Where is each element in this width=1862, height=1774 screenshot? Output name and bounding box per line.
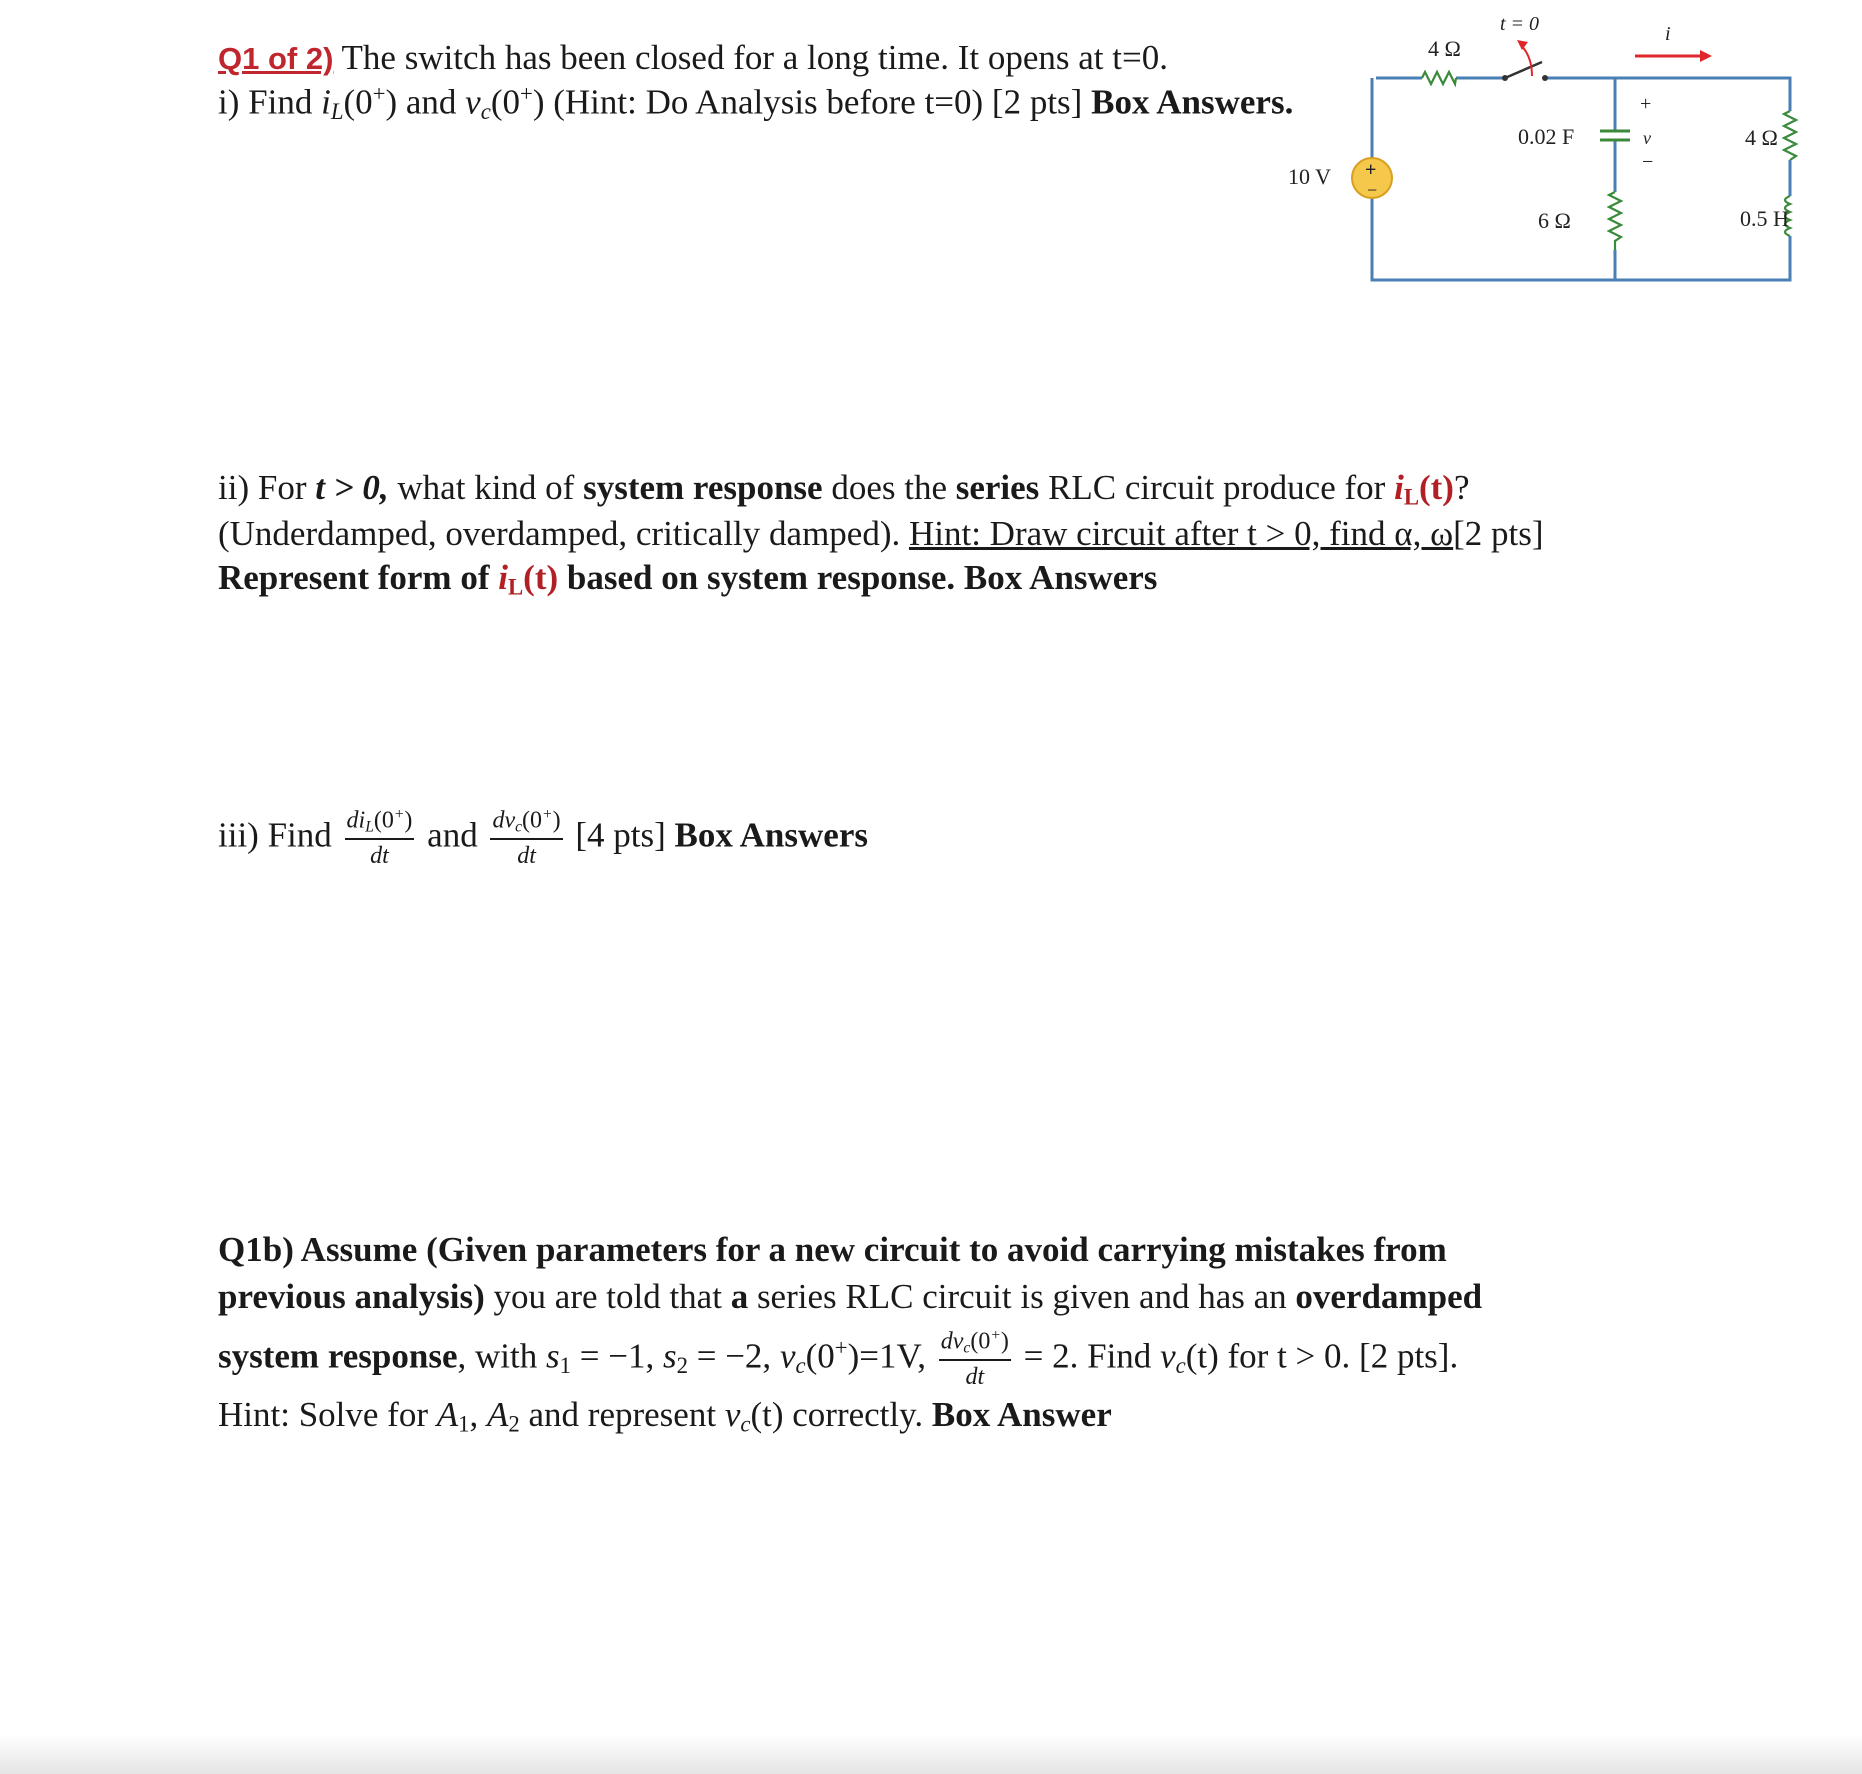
switch xyxy=(1505,62,1542,78)
q1b-line3: system response, with $s_1 = -1$, $s_2 = -2$, $v_c(0^+)=1V$, $\frac{dv_c(0^+)}{dt}$ = 2. Find $v_c(t)$ for t > 0. [2 pts]. xyxy=(218,1326,1459,1390)
box-answers-label: Box Answers. xyxy=(1091,82,1294,122)
fraction-diL: $\frac{di_L(0^+)}{dt}$ xyxy=(346,806,413,870)
q2-line1: ii) For t > 0, what kind of system response does the series RLC circuit produce for $i_L(t)$? xyxy=(218,468,1470,510)
svg-text:−: − xyxy=(1367,180,1378,200)
inductor-label: 0.5 H xyxy=(1740,206,1789,231)
capacitor-label: 0.02 F xyxy=(1518,124,1575,149)
v-plus: + xyxy=(1640,93,1652,115)
question-1-part-i xyxy=(218,36,1293,126)
q2-line3: Represent form of $i_L(t)$ based on system response. Box Answers xyxy=(218,557,1158,600)
v-label: v xyxy=(1643,128,1651,148)
resistor-middle-label: 6 Ω xyxy=(1538,208,1571,233)
circuit-diagram xyxy=(1270,0,1830,300)
q1-line2: i) Find $i_L(0^+)$ and $v_c(0^+)$ (Hint: Do Analysis before t=0) [2 pts] Box Answers. xyxy=(218,80,1294,124)
question-1-part-ii xyxy=(218,466,1544,602)
fraction-dvc: $\frac{dv_c(0^+)}{dt}$ xyxy=(492,806,561,870)
resistor-top-label: 4 Ω xyxy=(1428,36,1461,61)
voltage-source-label: 10 V xyxy=(1288,164,1331,189)
resistor-middle xyxy=(1609,192,1621,250)
v-minus: − xyxy=(1642,151,1654,173)
q2-line2: (Underdamped, overdamped, critically damped). Hint: Draw circuit after t > 0, find α, ω[2 pts] xyxy=(218,514,1544,554)
q1b-line4: Hint: Solve for $A_1$, $A_2$ and represent $v_c(t)$ correctly. Box Answer xyxy=(218,1395,1112,1438)
page-bottom-shadow xyxy=(0,1735,1862,1774)
svg-text:+: + xyxy=(1365,159,1377,181)
current-label: i xyxy=(1665,23,1671,45)
resistor-right-label: 4 Ω xyxy=(1745,125,1778,150)
circuit-wires xyxy=(1372,78,1790,280)
question-1-part-iii: iii) Find $\frac{di_L(0^+)}{dt}$ and $\frac{dv_c(0^+)}{dt}$ [4 pts] Box Answers xyxy=(218,806,868,870)
q1-line1: Q1 of 2) The switch has been closed for a long time. It opens at t=0. xyxy=(218,38,1168,77)
question-1b xyxy=(218,1226,1482,1441)
question-link[interactable]: Q1 of 2) xyxy=(218,41,334,76)
q1b-line2: previous analysis) you are told that a series RLC circuit is given and has an overdamped xyxy=(218,1277,1483,1317)
resistor-right xyxy=(1784,111,1796,160)
fraction-q1b-dvc: $\frac{dv_c(0^+)}{dt}$ xyxy=(940,1326,1009,1390)
resistor-top xyxy=(1422,72,1456,84)
q1b-line1: Q1b) Assume (Given parameters for a new circuit to avoid carrying mistakes from xyxy=(218,1230,1447,1269)
switch-label: t = 0 xyxy=(1500,13,1540,35)
